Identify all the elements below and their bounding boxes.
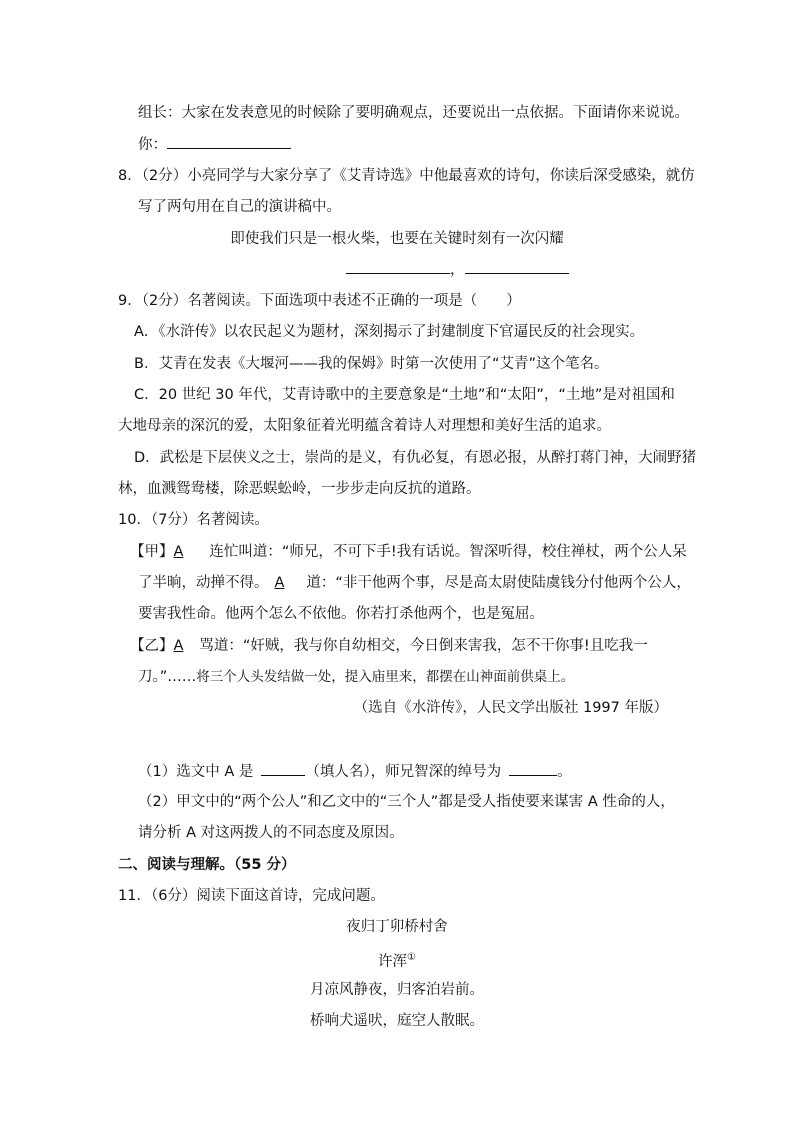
q10-sub2-line1: （2）甲文中的“两个公人”和乙文中的“三个人”都是受人指使要来谋害 A 性命的人， xyxy=(138,794,675,810)
poem-title: 夜归丁卯桥村舍 xyxy=(346,919,448,935)
poem-author: 许浑 xyxy=(378,953,408,970)
q10-yi-letter-a: A xyxy=(173,638,184,654)
poem-line-1: 月凉风静夜，归客泊岩前。 xyxy=(310,982,484,998)
q7-group-leader-line: 组长：大家在发表意见的时候除了要明确观点，还要说出一点依据。下面请你来说说。 xyxy=(138,105,689,121)
q10-jia-line1-text: 连忙叫道：“师兄，不可下手!我有话说。智深听得，校住禅杖，两个公人呆 xyxy=(209,544,687,560)
q10-sub1 xyxy=(138,761,572,782)
q10-jia-line2-pre: 了半晌，动掸不得。 xyxy=(138,575,269,591)
q10-sub1-blank-name[interactable] xyxy=(261,761,305,776)
q11-stem: 11．（6分）阅读下面这首诗，完成问题。 xyxy=(118,888,385,904)
q10-yi-line2-a: 刀。”…… xyxy=(138,669,197,685)
q8-imitation-blanks xyxy=(346,259,569,280)
poem-note-mark: ① xyxy=(407,952,416,963)
q7-you-label: 你： xyxy=(138,137,167,153)
q10-yi-line2-b: 将三个人头发结做一处，提入庙里来，都摆在山神面前供桌上。 xyxy=(196,669,575,685)
q9-option-b[interactable]: B．艾青在发表《大堰河——我的保姆》时第一次使用了“艾青”这个笔名。 xyxy=(134,356,609,372)
q10-sub1-blank-nickname[interactable] xyxy=(509,761,557,776)
q8-stem-line2: 写了两句用在自己的演讲稿中。 xyxy=(138,199,341,215)
q10-jia-line2 xyxy=(138,573,691,593)
q7-answer-line xyxy=(138,134,291,155)
q9-option-a[interactable]: A．《水浒传》以农民起义为题材，深刻揭示了封建制度下官逼民反的社会现实。 xyxy=(134,324,645,340)
q10-jia-tag: 【甲】 xyxy=(130,544,174,560)
q9-option-c-line1[interactable]: C．20 世纪 30 年代，艾青诗歌中的主要意象是“土地”和“太阳”，“土地”是对祖国和 xyxy=(134,387,675,403)
q8-stem-line1: 8．（2分）小亮同学与大家分享了《艾青诗选》中他最喜欢的诗句，你读后深受感染，就仿 xyxy=(118,168,695,184)
poem-author-line xyxy=(0,948,794,972)
q10-yi-tag: 【乙】 xyxy=(130,638,174,654)
q10-jia-letter-a: A xyxy=(173,544,184,560)
q10-yi-line2 xyxy=(138,667,574,687)
section-2-heading: 二、阅读与理解。（55 分） xyxy=(118,857,296,873)
q9-stem: 9．（2分）名著阅读。下面选项中表述不正确的一项是（ ） xyxy=(118,293,521,309)
q9-option-d-line2: 林，血溅鸳鸯楼，除恶蜈蚣岭，一步步走向反抗的道路。 xyxy=(118,481,481,497)
q10-sub2-line2: 请分析 A 对这两拨人的不同态度及原因。 xyxy=(138,825,404,841)
q8-comma: ， xyxy=(450,262,465,278)
q10-yi-line1-text: 骂道：“奸贼，我与你自幼相交，今日倒来害我，怎不干你事!且吃我一 xyxy=(199,638,648,654)
q10-sub1-b: （填人名），师兄智深的绰号为 xyxy=(305,764,502,780)
q9-option-d-line1[interactable]: D．武松是下层侠义之士，崇尚的是义，有仇必复，有恩必报，从醉打蒋门神，大闹野猪 xyxy=(134,450,697,466)
poem-line-2: 桥响犬遥吠，庭空人散眠。 xyxy=(310,1013,484,1029)
q10-sub1-c: 。 xyxy=(557,764,572,780)
q10-jia-letter-a2: A xyxy=(274,575,285,591)
q10-stem: 10．（7分）名著阅读。 xyxy=(118,512,269,528)
q8-blank-1[interactable] xyxy=(346,259,450,274)
q8-blank-2[interactable] xyxy=(465,259,569,274)
q10-jia-line1 xyxy=(130,542,687,562)
q10-jia-line3: 要害我性命。他两个怎么不依他。你若打杀他两个，也是冤屈。 xyxy=(138,606,544,622)
q10-yi-line1 xyxy=(130,636,648,656)
q7-answer-blank[interactable] xyxy=(167,134,291,149)
q10-source: （选自《水浒传》，人民文学出版社 1997 年版） xyxy=(353,700,668,716)
q10-jia-line2-text: 道：“非干他两个事，尽是高太尉使陆虞钱分付他两个公人， xyxy=(306,575,691,591)
q9-option-c-line2: 大地母亲的深沉的爱，太阳象征着光明蕴含着诗人对理想和美好生活的追求。 xyxy=(118,418,611,434)
q10-sub1-a: （1）选文中 A 是 xyxy=(138,764,254,780)
q8-verse: 即使我们只是一根火柴，也要在关键时刻有一次闪耀 xyxy=(230,231,564,247)
